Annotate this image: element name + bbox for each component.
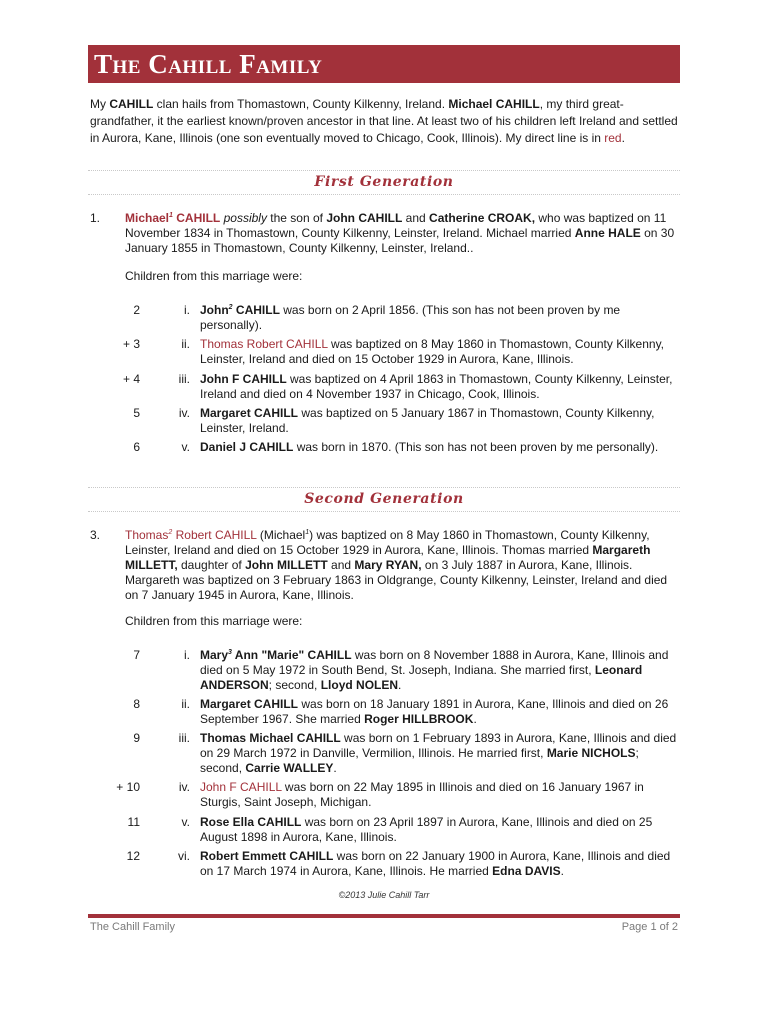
child-number: + 3	[122, 337, 140, 351]
section-divider	[88, 170, 680, 171]
child-text: Mary$^3$ Ann "Marie" CAHILL was born on 8 November 1888 in Aurora, Kane, Illinois and died on 5 May 1972 in South Bend, St. Joseph, Indiana. She married first, Leonard ANDERSON; second, Lloyd NOLEN.	[200, 648, 669, 692]
child-name: John$^2$ CAHILL	[200, 303, 280, 317]
child-number: + 4	[122, 372, 140, 386]
child-roman: iv.	[178, 780, 190, 794]
child-entry	[90, 815, 680, 849]
title-banner	[88, 45, 680, 83]
child-text: Thomas Michael CAHILL was born on 1 February 1893 in Aurora, Kane, Illinois and died on 29 March 1972 in Danville, Vermilion, Illinois. He married first, Marie NICHOLS; second, Carrie WALLEY.	[200, 731, 677, 775]
child-number: 9	[133, 731, 140, 745]
child-entry	[90, 440, 680, 474]
footer-divider	[88, 914, 680, 918]
child-roman: ii.	[181, 337, 190, 351]
spouse-name: Leonard ANDERSON	[200, 663, 643, 692]
child-name: Mary$^3$ Ann "Marie" CAHILL	[200, 648, 352, 662]
person-entry: Thomas$^2$ Robert CAHILL (Michael$^1$) was baptized on 8 May 1860 in Thomastown, County Kilkenny, Leinster, Ireland and died on 15 October 1929 in Aurora, Kane, Illinois. Thomas married Margareth MILLETT, daughter of John MILLETT and Mary RYAN, on 3 July 1887 in Aurora, Kane, Illinois. Margareth was baptized on 3 February 1863 in Oldgrange, County Kilkenny, Leinster, Ireland and died on 7 January 1945 in Aurora, Kane, Illinois.	[125, 528, 668, 602]
spouse-name: Lloyd NOLEN	[320, 678, 399, 692]
spouse-name: Carrie WALLEY	[245, 761, 334, 775]
child-text: Daniel J CAHILL was born in 1870. (This son has not been proven by me personally).	[200, 440, 659, 454]
intro-text: My	[90, 97, 110, 111]
spouse-name: Marie NICHOLS	[546, 746, 636, 760]
child-entry	[90, 780, 680, 814]
page-number: Page 1 of 2	[621, 921, 678, 933]
child-text: Margaret CAHILL was baptized on 5 January 1867 in Thomastown, County Kilkenny, Leinster, Ireland.	[200, 406, 655, 435]
copyright-notice: ©2013 Julie Cahill Tarr	[338, 890, 430, 900]
child-roman: i.	[184, 303, 190, 317]
child-name: Margaret CAHILL	[200, 697, 299, 711]
page-title: The Cahill Family	[94, 49, 323, 79]
child-entry	[90, 648, 680, 692]
child-roman: vi.	[178, 849, 190, 863]
child-entry	[90, 303, 680, 337]
children-intro: Children from this marriage were:	[125, 269, 303, 283]
person-name: Michael$^1$ CAHILL	[125, 211, 221, 225]
child-entry	[90, 337, 680, 371]
child-text: John F CAHILL was baptized on 4 April 1863 in Thomastown, County Kilkenny, Leinster, Ireland and died on 4 November 1937 in Chicago, Cook, Illinois.	[200, 372, 673, 401]
child-text: John F CAHILL was born on 22 May 1895 in Illinois and died on 16 January 1967 in Sturgis, Saint Joseph, Michigan.	[200, 780, 644, 809]
person-entry: Michael$^1$ CAHILL possibly the son of John CAHILL and Catherine CROAK, who was baptized on 11 November 1834 in Thomastown, County Kilkenny, Leinster, Ireland. Michael married Anne HALE on 30 January 1855 in Thomastown, County Kilkenny, Leinster, Ireland..	[125, 211, 675, 255]
child-number: 12	[126, 849, 140, 863]
child-text: Rose Ella CAHILL was born on 23 April 1897 in Aurora, Kane, Illinois and died on 25 August 1898 in Aurora, Kane, Illinois.	[200, 815, 653, 844]
child-text: Margaret CAHILL was born on 18 January 1891 in Aurora, Kane, Illinois and died on 26 September 1967. She married Roger HILLBROOK.	[200, 697, 669, 726]
section-divider	[88, 511, 680, 512]
person-number: 1.	[90, 211, 101, 225]
mother-name: Mary RYAN,	[354, 558, 422, 572]
child-entry	[90, 406, 680, 440]
intro-surname: CAHILL	[109, 97, 154, 111]
intro-paragraph	[90, 96, 680, 147]
child-entry	[90, 697, 680, 731]
child-name-direct-line: John F CAHILL	[200, 780, 282, 794]
child-roman: v.	[181, 440, 190, 454]
child-number: 8	[133, 697, 140, 711]
child-name: Robert Emmett CAHILL	[200, 849, 334, 863]
child-name: Thomas Michael CAHILL	[200, 731, 341, 745]
child-entry	[90, 731, 680, 775]
intro-red-word: red	[604, 131, 622, 145]
child-name: Rose Ella CAHILL	[200, 815, 302, 829]
child-number: 2	[133, 303, 140, 317]
child-name: Margaret CAHILL	[200, 406, 299, 420]
child-text: Robert Emmett CAHILL was born on 22 January 1900 in Aurora, Kane, Illinois and died on 17 March 1974 in Aurora, Kane, Illinois. He married Edna DAVIS.	[200, 849, 671, 878]
child-roman: iv.	[178, 406, 190, 420]
child-roman: i.	[184, 648, 190, 662]
child-roman: iii.	[178, 372, 190, 386]
section-divider	[88, 194, 680, 195]
possibly-text: possibly	[223, 211, 267, 225]
child-roman: ii.	[181, 697, 190, 711]
intro-text: , my third great-grandfather, it the earliest known/proven ancestor in that line. At least two of his children left Ireland and settled in Aurora, Kane, Illinois (one son eventually moved to Chicago, Cook, Illinois). My direct line is in	[90, 97, 678, 145]
child-name-direct-line: Thomas Robert CAHILL	[200, 337, 328, 351]
intro-text: clan hails from Thomastown, County Kilkenny, Ireland.	[153, 97, 449, 111]
spouse-name: Margareth MILLETT,	[125, 543, 651, 572]
child-number: 7	[133, 648, 140, 662]
section-divider	[88, 487, 680, 488]
intro-ancestor-name: Michael CAHILL	[448, 97, 540, 111]
mother-name: Catherine CROAK,	[429, 211, 536, 225]
child-number: 11	[127, 815, 140, 829]
children-intro: Children from this marriage were:	[125, 614, 303, 628]
child-entry	[90, 372, 680, 406]
footer-title: The Cahill Family	[90, 921, 175, 933]
child-text: John$^2$ CAHILL was born on 2 April 1856. (This son has not been proven by me personally).	[200, 303, 621, 332]
child-roman: iii.	[178, 731, 190, 745]
child-number: 5	[133, 406, 140, 420]
spouse-name: Roger HILLBROOK	[364, 712, 474, 726]
generation-heading: First Generation	[314, 174, 454, 190]
child-number: + 10	[116, 780, 140, 794]
person-number: 3.	[90, 528, 101, 542]
father-name: John MILLETT	[245, 558, 328, 572]
child-name: John F CAHILL	[200, 372, 287, 386]
child-text: Thomas Robert CAHILL was baptized on 8 May 1860 in Thomastown, County Kilkenny, Leinster, Ireland and died on 15 October 1929 in Aurora, Kane, Illinois.	[200, 337, 665, 366]
child-name: Daniel J CAHILL	[200, 440, 294, 454]
spouse-name: Anne HALE	[574, 226, 641, 240]
generation-heading: Second Generation	[304, 491, 464, 507]
person-name: Thomas$^2$ Robert CAHILL	[125, 528, 257, 542]
intro-text: .	[621, 131, 625, 145]
child-roman: v.	[181, 815, 190, 829]
spouse-name: Edna DAVIS	[492, 864, 561, 878]
father-name: John CAHILL	[326, 211, 403, 225]
child-number: 6	[133, 440, 140, 454]
child-entry	[90, 849, 680, 883]
